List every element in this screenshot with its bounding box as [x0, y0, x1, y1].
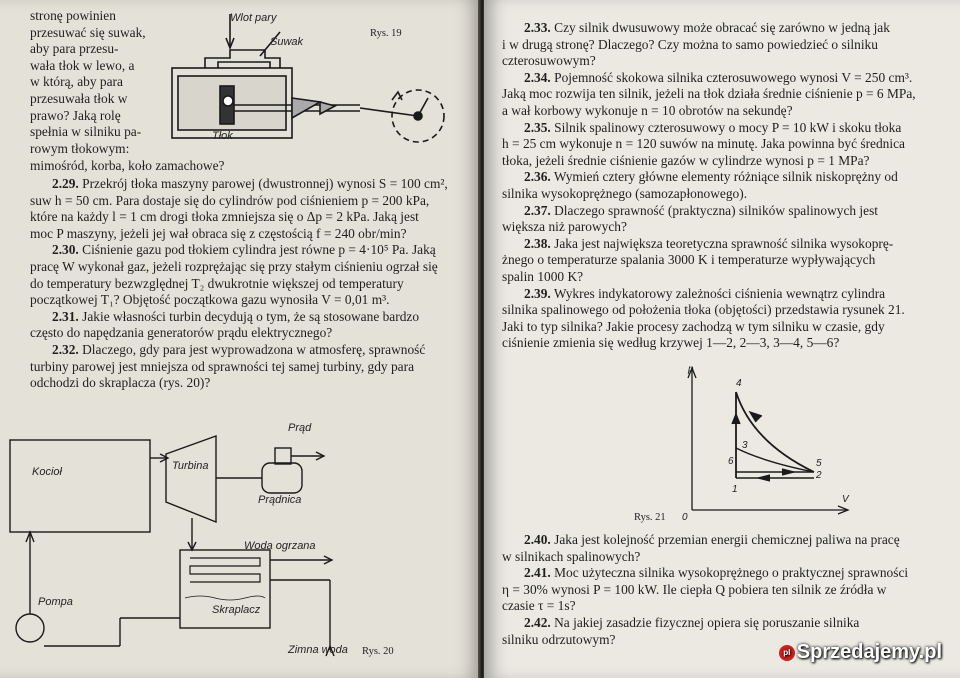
problem-first-line [524, 169, 898, 186]
problem-line: η = 30% wynosi P = 100 kW. Ile ciepła Q pobiera ten silnik ze źródła w [502, 581, 887, 597]
problem-text: Dlaczego sprawność (praktyczna) silników spalinowych jest [554, 202, 879, 218]
fig21-point-5: 5 [816, 458, 822, 469]
fig21-axis-p: p [688, 364, 694, 375]
problem-text: Jakie własności turbin decydują o tym, że są stosowane bardzo [82, 308, 420, 324]
problem-line: do temperatury bezwzględnej T₂ dwukrotnie większej od temperatury [30, 275, 404, 291]
problem-line: a wał korbowy wykonuje n = 10 obrotów na sekundę? [502, 103, 793, 118]
problem-text: Jaka jest największa teoretyczna sprawność silnika wysokoprę- [554, 235, 894, 251]
problem-number: 2.32. [52, 342, 79, 357]
problem-first-line [524, 532, 900, 549]
problem-line: tłoka, jeżeli średnie ciśnienie gazów w cylindrze wynosi p = 1 MPa? [502, 152, 870, 168]
fig19-label-slide: Suwak [270, 36, 304, 48]
problem-text: Moc użyteczna silnika wysokoprężnego o praktycznej sprawności [554, 565, 909, 581]
fig21-point-2: 2 [816, 470, 822, 481]
problem-text: Ciśnienie gazu pod tłokiem cylindra jest równe p = 4·10⁵ Pa. Jaką [82, 242, 436, 258]
problem-number: 2.36. [524, 169, 551, 185]
intro-line: aby para przesu- [30, 41, 119, 57]
intro-last-line: mimośród, korba, koło zamachowe? [30, 158, 225, 173]
problem-line: Jaką moc rozwija ten silnik, jeżeli na tłok działa średnie ciśnienie p = 6 MPa, [502, 86, 916, 102]
problem-line: pracę W wykonał gaz, jeżeli rozprężając się przy stałym ciśnieniu ogrzał się [30, 259, 438, 274]
problem-line: silniku odrzutowym? [502, 631, 616, 647]
problem-line: żnego o temperaturze spalania 3000 K i temperaturze wypływających [502, 252, 876, 268]
fig21-point-6: 6 [728, 456, 734, 467]
problem-first-line [524, 565, 908, 582]
fig20-boiler-label: Kocioł [32, 466, 62, 478]
fig20-caption: Rys. 20 [362, 646, 394, 657]
problem-text: Wymień cztery główne elementy różniące silnik niskoprężny od [553, 169, 898, 185]
problem-number: 2.33. [524, 20, 551, 35]
problem-number: 2.41. [524, 565, 551, 581]
problem-number: 2.39. [524, 285, 551, 301]
intro-line: stronę powinien [30, 8, 116, 23]
problem-first-line [524, 615, 859, 632]
fig20-cold-water-label: Zimna woda [288, 644, 348, 656]
problem-line: czasie τ = 1s? [502, 598, 576, 614]
fig21-origin: 0 [682, 512, 688, 523]
problem-number: 2.29. [52, 176, 79, 191]
problem-line: często do napędzania generatorów prądu elektrycznego? [30, 325, 333, 341]
problem-text: Silnik spalinowy czterosuwowy o mocy P = 10 kW i skoku tłoka [554, 119, 902, 135]
fig20-current-label: Prąd [288, 422, 312, 434]
problem-number: 2.34. [524, 69, 551, 85]
problem-first-line [524, 120, 901, 137]
problem-number: 2.42. [524, 615, 551, 630]
problem-line: silnika wysokoprężnego (samozapłonowego). [502, 186, 748, 201]
problem-line: początkowej T₁? Objętość początkowa gazu wynosiła V = 0,01 m³. [30, 292, 390, 308]
fig20-pump-label: Pompa [38, 596, 73, 608]
problem-first-line [52, 176, 448, 193]
problem-text: Dlaczego, gdy para jest wyprowadzona w atmosferę, sprawność [82, 342, 426, 357]
problem-line: ciśnienie zmienia się według krzywej 1—2, 2—3, 3—4, 5—6? [502, 335, 840, 351]
problem-line: które na każdy l = 1 cm drogi tłoka zmniejsza się o Δp = 2 kPa. Jaką jest [30, 209, 419, 225]
right-page [484, 0, 960, 678]
fig20-turbine-label: Turbina [172, 460, 209, 472]
problem-text: Czy silnik dwusuwowy może obracać się zarówno w jedną jak [554, 20, 890, 35]
fig21-indicator-diagram [674, 362, 864, 522]
problem-line: turbiny parowej jest mniejsza od sprawności tej samej turbiny, gdy para [30, 358, 415, 374]
problem-line: h = 25 cm wykonuje n = 120 suwów na minutę. Jaka powinna być średnica [502, 136, 905, 152]
fig21-point-4: 4 [736, 378, 742, 389]
intro-line: rowym tłokowym: [30, 140, 130, 156]
fig21-point-3: 3 [742, 440, 748, 451]
problem-line: większa niż parowych? [502, 219, 627, 235]
problem-first-line [524, 286, 885, 303]
problem-number: 2.37. [524, 202, 551, 218]
intro-line: spełnia w silniku pa- [30, 124, 142, 140]
problem-line: silnika spalinowego od położenia tłoka (objętości) przedstawia rysunek 21. [502, 302, 905, 318]
intro-line: w którą, aby para [30, 74, 123, 90]
problem-text: Przekrój tłoka maszyny parowej (dwustronnej) wynosi S = 100 cm², [82, 176, 448, 191]
problem-number: 2.30. [52, 242, 79, 258]
fig21-caption: Rys. 21 [634, 512, 666, 523]
problem-line: i w drugą stronę? Dlaczego? Czy można to samo powiedzieć o silniku [502, 36, 878, 52]
problem-number: 2.40. [524, 532, 551, 547]
fig21-point-1: 1 [732, 484, 738, 495]
problem-line: w silnikach spalinowych? [502, 548, 641, 564]
intro-line: przesuwała tłok w [30, 91, 128, 106]
problem-first-line [52, 342, 425, 359]
fig19-caption: Rys. 19 [370, 28, 402, 39]
fig19-steam-engine [160, 8, 460, 168]
problem-text: Pojemność skokowa silnika czterosuwowego wynosi V = 250 cm³. [554, 69, 913, 85]
fig19-label-piston: Tłok [212, 130, 233, 142]
problem-text: Na jakiej zasadzie fizycznej opiera się poruszanie silnika [554, 615, 860, 630]
problem-line: spalin 1000 K? [502, 269, 584, 284]
problem-line: czterosuwowym? [502, 53, 596, 69]
problem-first-line [52, 242, 436, 259]
intro-line: prawo? Jaką rolę [30, 107, 121, 123]
problem-line: Jaki to typ silnika? Jakie procesy zachodzą w tym silniku w czasie, gdy [502, 318, 885, 334]
problem-text: Jaka jest kolejność przemian energii chemicznej paliwa na pracę [554, 532, 900, 547]
problem-line: moc P maszyny, jeżeli jej wał obraca się z częstością f = 240 obr/min? [30, 225, 407, 241]
intro-line: wała tłok w lewo, a [30, 57, 135, 73]
fig20-warm-water-label: Woda ogrzana [244, 540, 316, 552]
problem-line: odchodzi do skraplacza (rys. 20)? [30, 375, 211, 391]
problem-first-line [524, 70, 912, 87]
problem-text: Wykres indykatorowy zależności ciśnienia wewnątrz cylindra [553, 285, 886, 301]
watermark-logo: pl Sprzedajemy.pl [779, 641, 942, 664]
problem-first-line [524, 20, 890, 37]
problem-line: suw h = 50 cm. Para dostaje się do cylindrów pod ciśnieniem p = 200 kPa, [30, 192, 430, 208]
problem-number: 2.38. [524, 235, 551, 251]
problem-first-line [524, 203, 878, 220]
fig19-label-inlet: Wlot pary [230, 12, 277, 24]
problem-first-line [524, 236, 893, 253]
fig20-power-plant-diagram [0, 418, 470, 673]
fig21-axis-v: V [842, 494, 849, 505]
problem-number: 2.35. [524, 119, 551, 135]
fig20-generator-label: Prądnica [258, 494, 302, 506]
fig20-condenser-label: Skraplacz [212, 604, 261, 616]
problem-number: 2.31. [52, 308, 79, 324]
intro-line: przesuwać się suwak, [30, 24, 146, 40]
problem-first-line [52, 309, 419, 326]
